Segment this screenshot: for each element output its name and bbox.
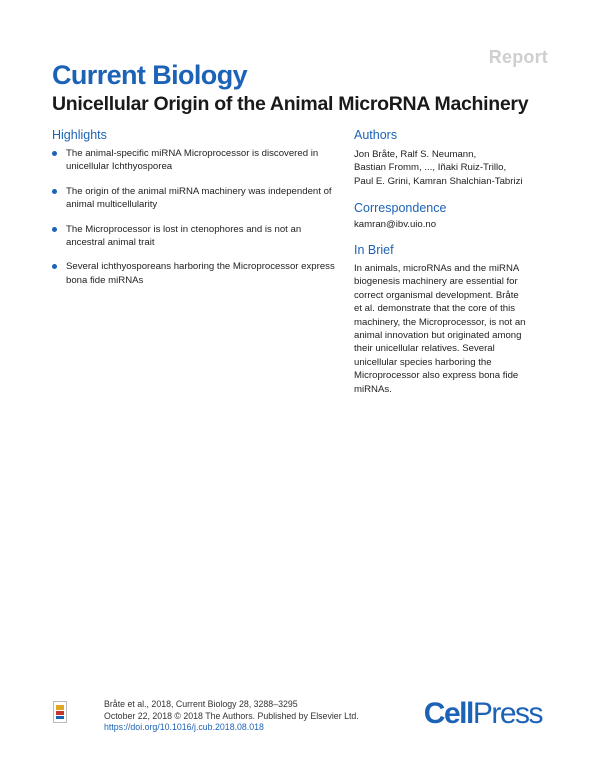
highlight-text: The animal-specific miRNA Microprocessor is discovered in unicellular Ichthyosporea	[66, 148, 319, 173]
in-brief-line: miRNAs.	[354, 383, 392, 395]
highlight-text: The origin of the animal miRNA machinery was independent of animal multicellularity	[66, 185, 332, 211]
highlights-heading: Highlights	[52, 128, 107, 142]
author-line: Jon Bråte, Ralf S. Neumann,	[354, 149, 477, 160]
in-brief-line: et al. demonstrate that the core of this	[354, 303, 516, 315]
doi-link[interactable]: https://doi.org/10.1016/j.cub.2018.08.018	[104, 722, 264, 732]
correspondence-email[interactable]: kamran@ibv.uio.no	[354, 219, 437, 230]
highlight-item	[52, 147, 340, 174]
authors-list	[354, 148, 554, 188]
citation-line: Bråte et al., 2018, Current Biology 28, 3288–3295	[104, 699, 298, 709]
highlight-item	[52, 260, 340, 287]
highlight-text: The Microprocessor is lost in ctenophores and is not an ancestral animal trait	[66, 223, 302, 249]
open-access-icon	[53, 701, 67, 723]
in-brief-line: In animals, microRNAs and the miRNA	[354, 263, 520, 274]
bullet-icon	[52, 227, 57, 232]
in-brief-line: biogenesis machinery are essential for	[354, 276, 518, 288]
in-brief-line: their unicellular relatives. Several	[354, 343, 495, 355]
cellpress-logo-cell: Cell	[423, 697, 473, 730]
in-brief-text	[354, 262, 550, 396]
in-brief-line: correct organismal development. Bråte	[354, 289, 519, 301]
in-brief-heading: In Brief	[354, 243, 394, 257]
author-line: Paul E. Grini, Kamran Shalchian-Tabrizi	[354, 175, 523, 187]
date-copyright-line: October 22, 2018 © 2018 The Authors. Published by Elsevier Ltd.	[104, 710, 359, 721]
highlight-text: Several ichthyosporeans harboring the Microprocessor express bona fide miRNAs	[66, 261, 335, 286]
journal-name: Current Biology	[52, 60, 248, 90]
in-brief-line: unicellular species harboring the	[354, 356, 492, 368]
cellpress-logo-press: Press	[472, 697, 542, 730]
bullet-icon	[52, 151, 57, 156]
in-brief-line: machinery, the Microprocessor, is not an	[354, 316, 526, 328]
correspondence-heading: Correspondence	[354, 201, 447, 215]
highlight-item	[52, 223, 340, 250]
in-brief-line: Microprocessor also express bona fide	[354, 370, 519, 382]
article-title: Unicellular Origin of the Animal MicroRNA Machinery	[52, 93, 529, 115]
highlight-item	[52, 185, 340, 212]
citation-footer	[104, 699, 359, 734]
bullet-icon	[52, 264, 57, 269]
author-line: Bastian Fromm, ..., Iñaki Ruiz-Trillo,	[354, 162, 507, 174]
in-brief-line: animal innovation but originated among	[354, 330, 522, 342]
cellpress-logo	[424, 697, 542, 731]
highlights-list	[52, 147, 340, 298]
bullet-icon	[52, 189, 57, 194]
article-type-label: Report	[488, 47, 548, 67]
authors-heading: Authors	[354, 128, 398, 142]
